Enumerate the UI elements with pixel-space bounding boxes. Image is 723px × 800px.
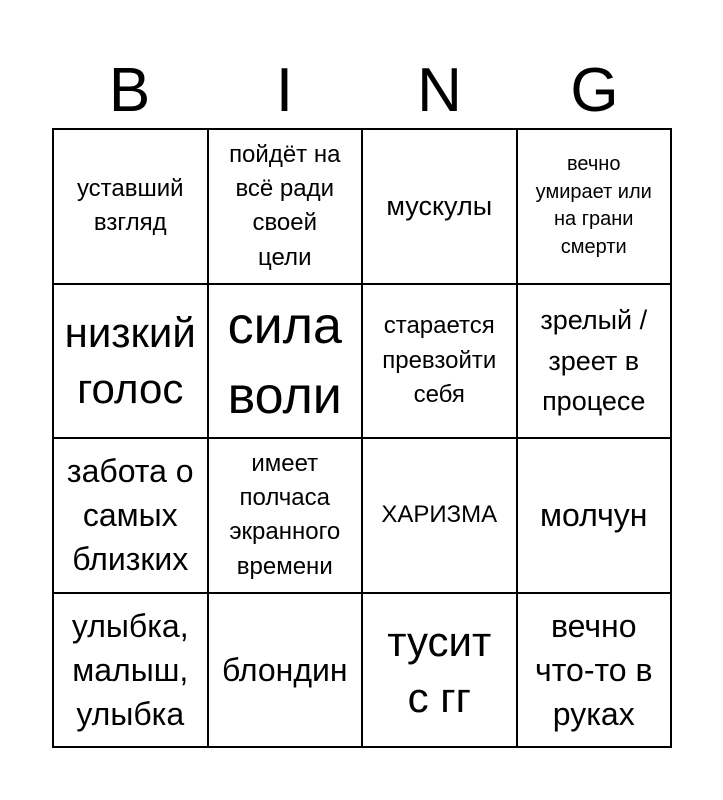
bingo-cell-8[interactable] bbox=[517, 284, 672, 439]
cell-label: тусит с гг bbox=[387, 618, 492, 721]
bingo-cell-2[interactable] bbox=[208, 129, 363, 284]
cell-label: зрелый / зреет в процесе bbox=[540, 305, 648, 416]
bingo-cell-11[interactable] bbox=[362, 438, 517, 593]
bingo-board bbox=[52, 128, 672, 748]
cell-label: пойдёт на всё ради своей цели bbox=[229, 140, 341, 271]
cell-label: сила воли bbox=[227, 296, 342, 425]
header-letter-n: N bbox=[417, 56, 462, 125]
cell-label: имеет полчаса экранного времени bbox=[229, 449, 341, 580]
cell-label: улыбка, малыш, улыбка bbox=[71, 607, 189, 732]
cell-label: блондин bbox=[221, 651, 348, 688]
bingo-cell-6[interactable] bbox=[208, 284, 363, 439]
bingo-cell-9[interactable] bbox=[53, 438, 208, 593]
bingo-cell-13[interactable] bbox=[53, 593, 208, 748]
bingo-cell-16[interactable] bbox=[517, 593, 672, 748]
bingo-cell-3[interactable] bbox=[362, 129, 517, 284]
header-letter-i: I bbox=[275, 56, 294, 125]
bingo-cell-15[interactable] bbox=[362, 593, 517, 748]
cell-label: мускулы bbox=[386, 191, 493, 221]
cell-label: забота о самых близких bbox=[66, 453, 194, 578]
header-letter-g: G bbox=[570, 56, 619, 125]
cell-label: вечно умирает или на грани смерти bbox=[535, 153, 652, 258]
cell-label: низкий голос bbox=[64, 309, 196, 412]
cell-label: молчун bbox=[540, 497, 648, 534]
bingo-cell-4[interactable] bbox=[517, 129, 672, 284]
cell-label: старается превзойти себя bbox=[382, 312, 497, 408]
bingo-cell-7[interactable] bbox=[362, 284, 517, 439]
cell-label: уставший взгляд bbox=[76, 174, 184, 237]
cell-label: ХАРИЗМА bbox=[381, 501, 498, 529]
header-letter-b: B bbox=[108, 56, 151, 125]
bingo-cell-12[interactable] bbox=[517, 438, 672, 593]
cell-label: вечно что-то в руках bbox=[535, 607, 653, 732]
bingo-cell-10[interactable] bbox=[208, 438, 363, 593]
bingo-header bbox=[52, 55, 672, 127]
bingo-cell-1[interactable] bbox=[53, 129, 208, 284]
bingo-cell-5[interactable] bbox=[53, 284, 208, 439]
bingo-cell-14[interactable] bbox=[208, 593, 363, 748]
